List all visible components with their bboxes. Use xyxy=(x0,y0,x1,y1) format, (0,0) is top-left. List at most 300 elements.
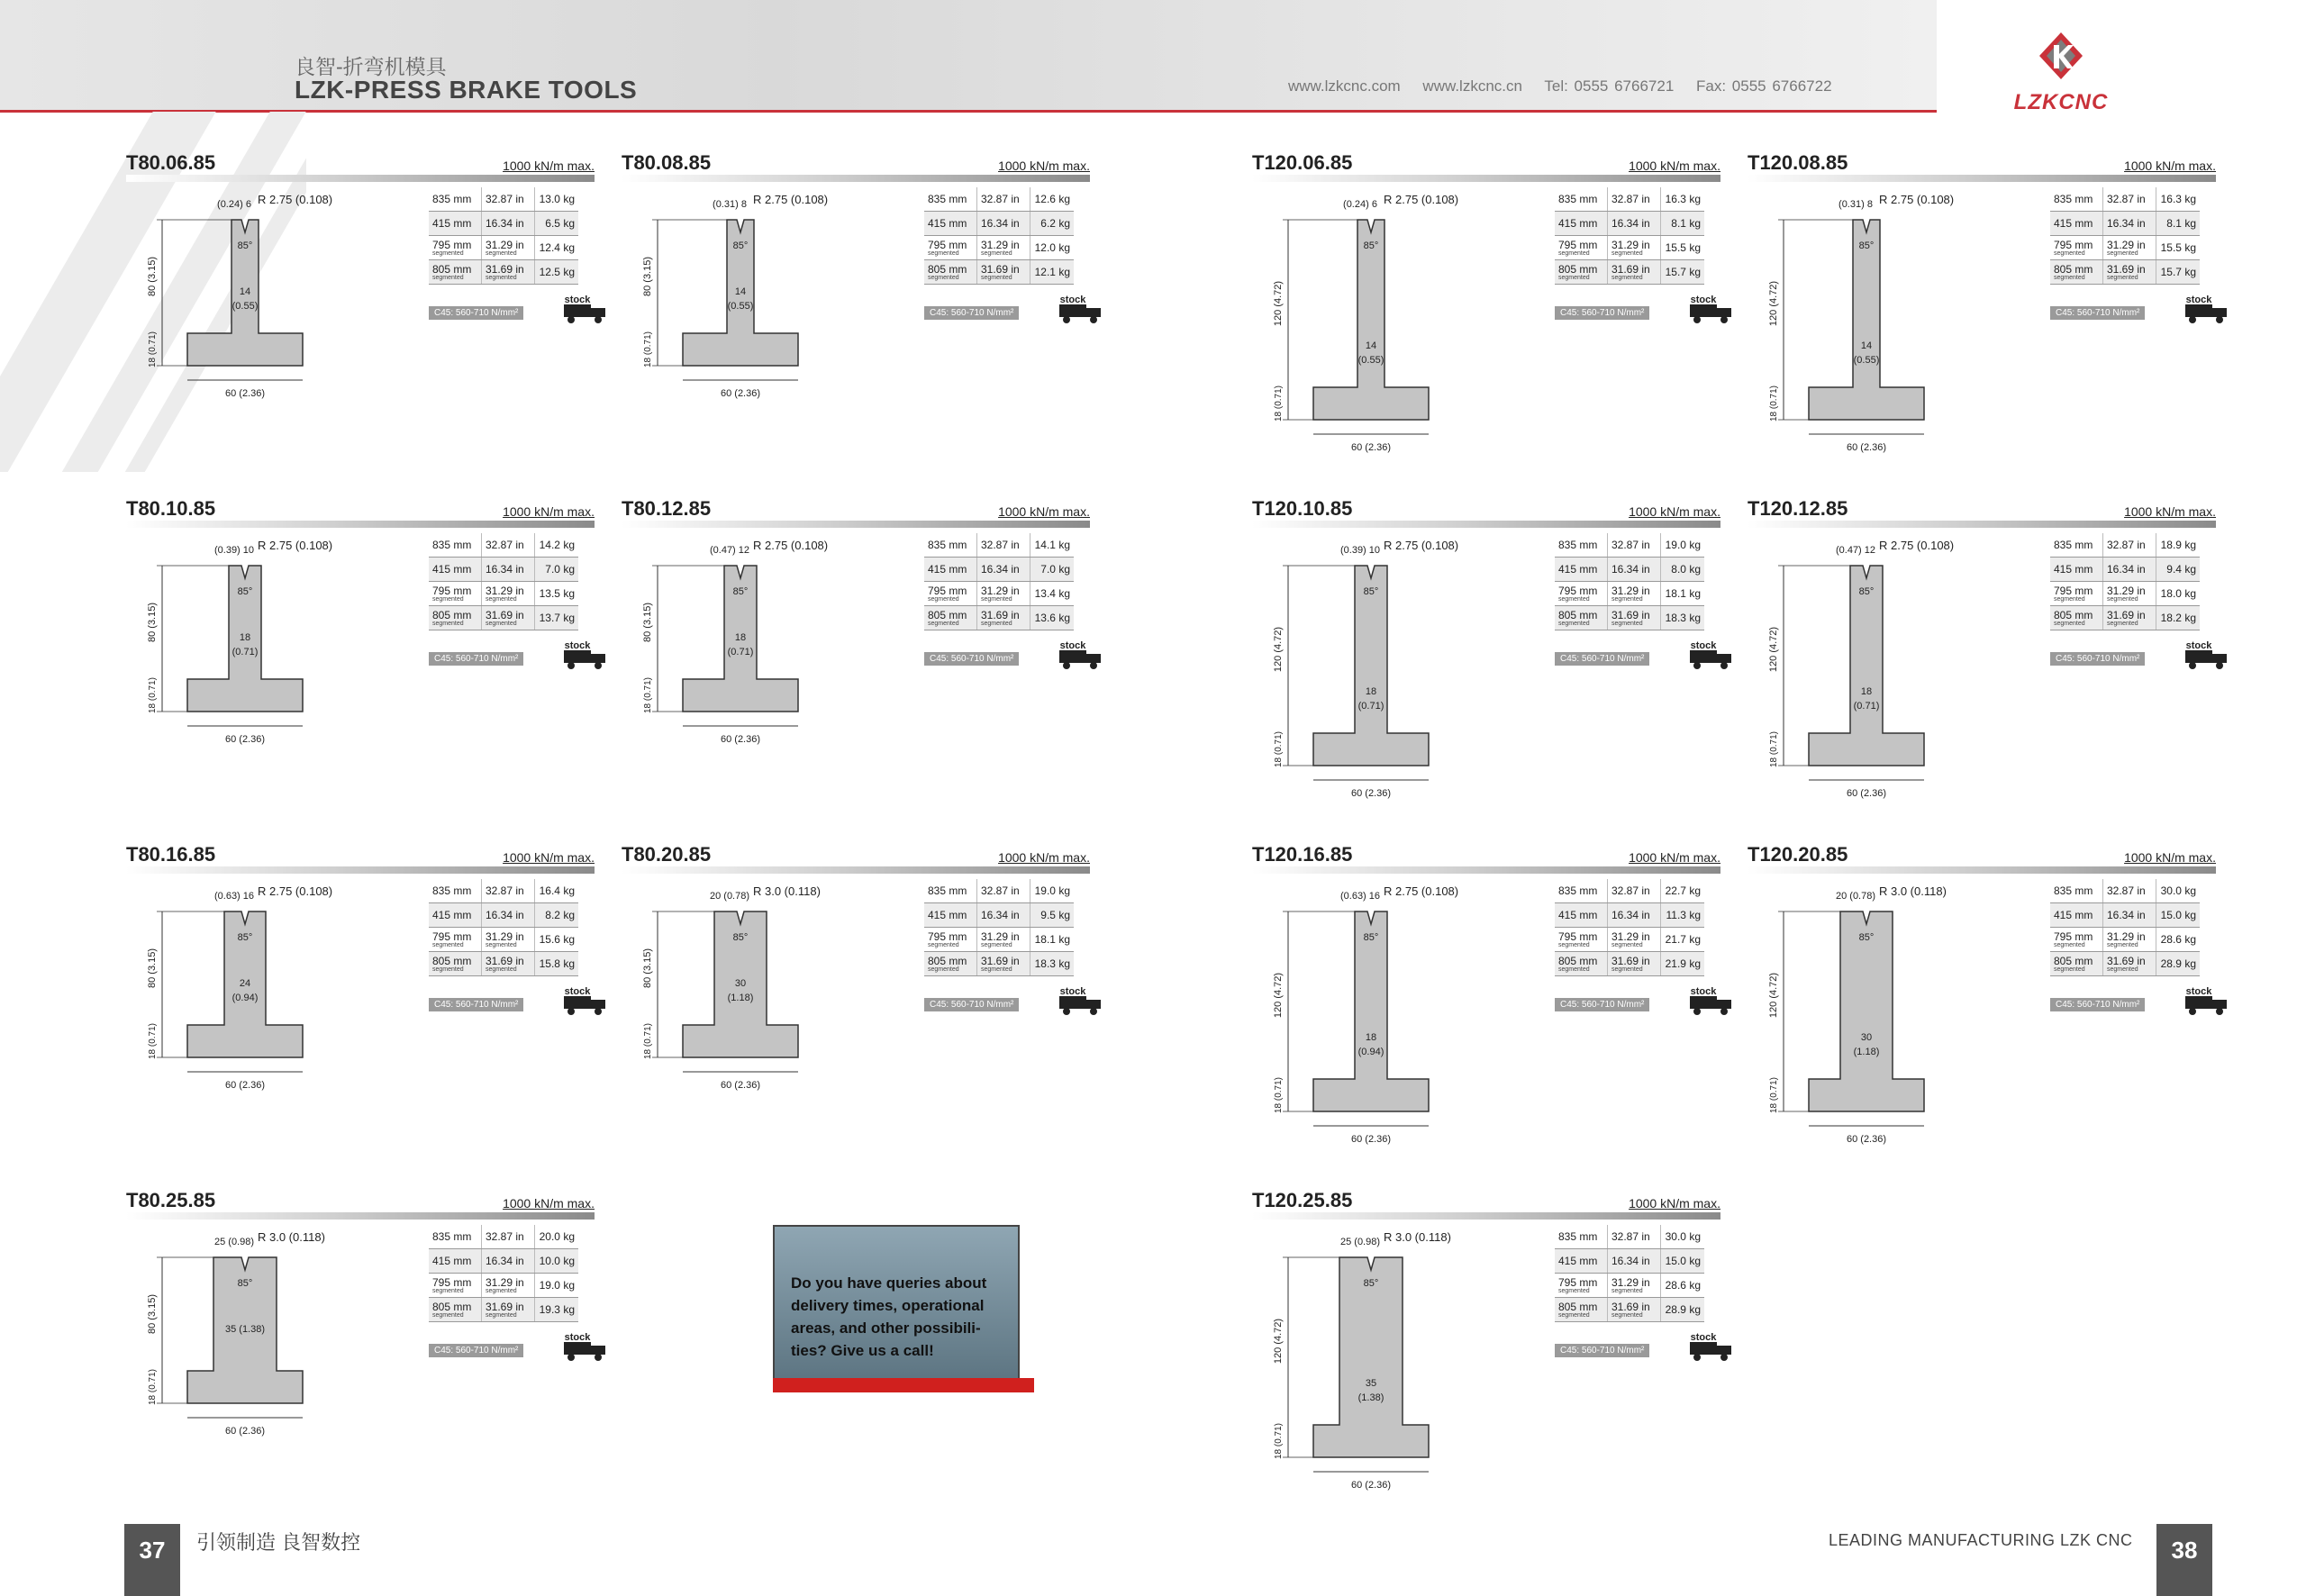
spec-table xyxy=(924,533,1074,630)
segmented-note: segmented xyxy=(1611,966,1643,973)
weight: 28.9 kg xyxy=(1661,1298,1705,1322)
length-mm: 835 mm xyxy=(924,879,977,903)
segmented-note: segmented xyxy=(486,966,517,973)
weight: 8.1 kg xyxy=(1661,212,1705,236)
tool-drawing xyxy=(126,1225,396,1441)
tool-title: T80.25.85 xyxy=(126,1189,216,1211)
stock-label: stock xyxy=(1690,640,1717,651)
weight: 13.6 kg xyxy=(1030,606,1075,630)
stock-label: stock xyxy=(2185,295,2212,305)
spec-row xyxy=(924,903,1074,928)
length-in: 31.29 in segmented xyxy=(977,236,1030,260)
weight: 12.5 kg xyxy=(535,260,579,285)
stock-truck-icon xyxy=(1688,292,1735,324)
segmented-note: segmented xyxy=(2054,620,2085,627)
length-mm: 415 mm xyxy=(2050,903,2103,928)
weight: 20.0 kg xyxy=(535,1225,579,1249)
segmented-note: segmented xyxy=(1558,941,1590,948)
web-width-in: (0.71) xyxy=(1357,701,1385,712)
tool-card xyxy=(1748,151,2216,458)
segmented-note: segmented xyxy=(432,249,464,257)
spec-row xyxy=(1555,903,1704,928)
length-in: 16.34 in xyxy=(1608,1249,1661,1274)
weight: 18.1 kg xyxy=(1661,582,1705,606)
opening-dim: (0.39) 10 xyxy=(213,545,255,556)
base-width-dim: 60 (2.36) xyxy=(224,388,266,399)
length-mm: 415 mm xyxy=(2050,212,2103,236)
spec-row xyxy=(429,952,578,976)
length-mm: 795 mm segmented xyxy=(429,928,482,952)
title-bar xyxy=(126,175,595,182)
height-dim: 80 (3.15) xyxy=(642,602,653,643)
segmented-note: segmented xyxy=(1611,274,1643,281)
radius-label: R 2.75 (0.108) xyxy=(1384,539,1459,552)
spec-row xyxy=(429,1298,578,1322)
title-bar xyxy=(126,866,595,874)
spec-row xyxy=(1555,606,1704,630)
web-width-in: (0.55) xyxy=(1853,355,1880,366)
length-mm: 795 mm segmented xyxy=(429,1274,482,1298)
length-mm: 795 mm segmented xyxy=(1555,236,1608,260)
base-width-dim: 60 (2.36) xyxy=(1350,442,1392,453)
tool-title: T120.10.85 xyxy=(1252,497,1353,520)
length-mm: 795 mm segmented xyxy=(1555,928,1608,952)
spec-row xyxy=(924,952,1074,976)
length-in: 31.29 in segmented xyxy=(2103,582,2156,606)
stock-label: stock xyxy=(1690,1332,1717,1343)
segmented-note: segmented xyxy=(1558,274,1590,281)
stock-label: stock xyxy=(2185,640,2212,651)
stock-truck-icon xyxy=(2183,984,2230,1016)
segmented-note: segmented xyxy=(928,941,959,948)
weight: 18.9 kg xyxy=(2156,533,2201,558)
length-mm: 415 mm xyxy=(1555,212,1608,236)
weight: 18.3 kg xyxy=(1661,606,1705,630)
weight: 18.0 kg xyxy=(2156,582,2201,606)
spec-table xyxy=(924,187,1074,285)
weight: 28.6 kg xyxy=(2156,928,2201,952)
tool-drawing xyxy=(1252,533,1522,803)
weight: 15.7 kg xyxy=(1661,260,1705,285)
segmented-note: segmented xyxy=(2054,941,2085,948)
weight: 9.4 kg xyxy=(2156,558,2201,582)
ad-text: Do you have queries about delivery times, operational areas, and other possibili-ties? Give us a call! xyxy=(791,1274,987,1359)
radius-label: R 2.75 (0.108) xyxy=(258,539,333,552)
tool-title: T80.20.85 xyxy=(622,843,712,866)
base-width-dim: 60 (2.36) xyxy=(1846,788,1887,799)
tool-card xyxy=(622,843,1090,1149)
spec-row xyxy=(2050,187,2200,212)
tool-title: T120.25.85 xyxy=(1252,1189,1353,1211)
web-width-in: (0.55) xyxy=(232,301,259,312)
stock-truck-icon xyxy=(1058,292,1104,324)
segmented-note: segmented xyxy=(1611,595,1643,603)
opening-dim: (0.24) 6 xyxy=(1343,199,1377,210)
material-label: C45: 560-710 N/mm² xyxy=(924,998,1019,1011)
height-dim: 80 (3.15) xyxy=(642,948,653,989)
weight: 21.7 kg xyxy=(1661,928,1705,952)
angle-label: 85° xyxy=(732,932,749,943)
length-in: 16.34 in xyxy=(1608,903,1661,928)
angle-label: 85° xyxy=(1363,240,1379,251)
length-mm: 805 mm segmented xyxy=(924,606,977,630)
length-mm: 835 mm xyxy=(924,533,977,558)
tool-drawing xyxy=(1748,879,2018,1149)
spec-row xyxy=(1555,558,1704,582)
weight: 16.3 kg xyxy=(1661,187,1705,212)
length-in: 31.69 in segmented xyxy=(977,260,1030,285)
weight: 12.0 kg xyxy=(1030,236,1075,260)
spec-row xyxy=(924,582,1074,606)
spec-row xyxy=(2050,533,2200,558)
weight: 15.0 kg xyxy=(2156,903,2201,928)
weight: 19.0 kg xyxy=(535,1274,579,1298)
length-in: 31.29 in segmented xyxy=(2103,928,2156,952)
base-width-dim: 60 (2.36) xyxy=(720,734,761,745)
length-mm: 795 mm segmented xyxy=(2050,236,2103,260)
spec-table xyxy=(924,879,1074,976)
length-in: 31.69 in segmented xyxy=(482,260,535,285)
spec-row xyxy=(1555,582,1704,606)
segmented-note: segmented xyxy=(2054,274,2085,281)
segmented-note: segmented xyxy=(1611,249,1643,257)
tool-title: T120.06.85 xyxy=(1252,151,1353,174)
segmented-note: segmented xyxy=(486,274,517,281)
height-dim: 120 (4.72) xyxy=(1273,280,1284,327)
weight: 13.5 kg xyxy=(535,582,579,606)
height-dim: 80 (3.15) xyxy=(147,1293,158,1335)
segmented-note: segmented xyxy=(432,274,464,281)
spec-row xyxy=(429,260,578,285)
segmented-note: segmented xyxy=(432,1287,464,1294)
tool-drawing xyxy=(622,187,892,404)
length-in: 31.69 in segmented xyxy=(1608,952,1661,976)
spec-row xyxy=(429,187,578,212)
length-in: 31.69 in segmented xyxy=(482,606,535,630)
segmented-note: segmented xyxy=(1611,1311,1643,1319)
segmented-note: segmented xyxy=(432,941,464,948)
weight: 16.4 kg xyxy=(535,879,579,903)
title-bar xyxy=(622,866,1090,874)
segmented-note: segmented xyxy=(928,620,959,627)
spec-row xyxy=(1555,236,1704,260)
spec-table xyxy=(1555,1225,1704,1322)
spec-row xyxy=(1555,1249,1704,1274)
spec-row xyxy=(429,903,578,928)
web-width: 14 xyxy=(734,286,747,297)
spec-row xyxy=(1555,533,1704,558)
segmented-note: segmented xyxy=(2054,966,2085,973)
length-in: 32.87 in xyxy=(482,533,535,558)
segmented-note: segmented xyxy=(1558,966,1590,973)
title-bar xyxy=(1748,521,2216,528)
load-rating: 1000 kN/m max. xyxy=(2124,850,2216,865)
material-label: C45: 560-710 N/mm² xyxy=(1555,306,1649,320)
spec-row xyxy=(2050,879,2200,903)
height-dim: 120 (4.72) xyxy=(1273,1318,1284,1365)
length-mm: 805 mm segmented xyxy=(1555,1298,1608,1322)
weight: 15.5 kg xyxy=(1661,236,1705,260)
spec-row xyxy=(924,236,1074,260)
footer-slogan-cn: 引领制造 良智数控 xyxy=(196,1531,361,1554)
stock-truck-icon xyxy=(562,1329,609,1362)
tool-title: T120.12.85 xyxy=(1748,497,1848,520)
foot-dim: 18 (0.71) xyxy=(148,331,158,368)
spec-row xyxy=(429,582,578,606)
stock-label: stock xyxy=(1059,986,1086,997)
material-label: C45: 560-710 N/mm² xyxy=(2050,306,2145,320)
spec-row xyxy=(2050,952,2200,976)
weight: 13.4 kg xyxy=(1030,582,1075,606)
length-mm: 795 mm segmented xyxy=(924,236,977,260)
length-in: 31.29 in segmented xyxy=(482,928,535,952)
segmented-note: segmented xyxy=(2107,966,2138,973)
radius-label: R 2.75 (0.108) xyxy=(1384,884,1459,898)
ad-red-base xyxy=(773,1378,1034,1392)
length-mm: 835 mm xyxy=(1555,1225,1608,1249)
stock-truck-icon xyxy=(562,984,609,1016)
angle-label: 85° xyxy=(1858,240,1875,251)
length-mm: 795 mm segmented xyxy=(2050,928,2103,952)
foot-dim: 18 (0.71) xyxy=(1769,730,1779,768)
spec-row xyxy=(924,533,1074,558)
brand-logo xyxy=(2007,32,2115,122)
length-mm: 835 mm xyxy=(429,1225,482,1249)
spec-table xyxy=(429,187,578,285)
weight: 28.6 kg xyxy=(1661,1274,1705,1298)
length-in: 16.34 in xyxy=(1608,558,1661,582)
length-mm: 415 mm xyxy=(429,903,482,928)
web-width-in: (0.55) xyxy=(727,301,754,312)
weight: 8.0 kg xyxy=(1661,558,1705,582)
spec-table xyxy=(429,533,578,630)
website-link-cn[interactable]: www.lzkcnc.cn xyxy=(1422,77,1522,95)
weight: 19.3 kg xyxy=(535,1298,579,1322)
segmented-note: segmented xyxy=(432,966,464,973)
segmented-note: segmented xyxy=(928,274,959,281)
weight: 18.3 kg xyxy=(1030,952,1075,976)
web-width: 18 xyxy=(1365,686,1377,697)
foot-dim: 18 (0.71) xyxy=(148,1022,158,1060)
web-width-in: (0.71) xyxy=(727,647,754,657)
length-in: 31.29 in segmented xyxy=(1608,1274,1661,1298)
angle-label: 85° xyxy=(237,240,253,251)
spec-row xyxy=(2050,903,2200,928)
segmented-note: segmented xyxy=(2107,249,2138,257)
length-in: 32.87 in xyxy=(977,187,1030,212)
tool-title: T120.16.85 xyxy=(1252,843,1353,866)
weight: 9.5 kg xyxy=(1030,903,1075,928)
spec-row xyxy=(924,212,1074,236)
title-bar xyxy=(1252,175,1720,182)
header-title-cn: 良智-折弯机模具 xyxy=(295,55,447,78)
contact-ad[interactable] xyxy=(766,1225,1036,1396)
segmented-note: segmented xyxy=(1611,1287,1643,1294)
length-mm: 835 mm xyxy=(429,187,482,212)
spec-row xyxy=(2050,558,2200,582)
segmented-note: segmented xyxy=(981,595,1012,603)
spec-row xyxy=(429,879,578,903)
website-link-com[interactable]: www.lzkcnc.com xyxy=(1288,77,1401,95)
opening-dim: (0.63) 16 xyxy=(213,891,255,902)
length-mm: 835 mm xyxy=(2050,879,2103,903)
weight: 8.2 kg xyxy=(535,903,579,928)
angle-label: 85° xyxy=(1363,932,1379,943)
segmented-note: segmented xyxy=(432,1311,464,1319)
stock-label: stock xyxy=(1059,640,1086,651)
web-width: 30 xyxy=(734,978,747,989)
weight: 14.2 kg xyxy=(535,533,579,558)
length-mm: 795 mm segmented xyxy=(1555,1274,1608,1298)
height-dim: 80 (3.15) xyxy=(147,602,158,643)
length-in: 31.69 in segmented xyxy=(482,952,535,976)
segmented-note: segmented xyxy=(2054,249,2085,257)
length-in: 32.87 in xyxy=(1608,187,1661,212)
angle-label: 85° xyxy=(237,1278,253,1289)
length-mm: 415 mm xyxy=(429,212,482,236)
base-width-dim: 60 (2.36) xyxy=(720,1080,761,1091)
length-mm: 415 mm xyxy=(429,558,482,582)
length-mm: 805 mm segmented xyxy=(429,260,482,285)
web-width-in: (0.94) xyxy=(1357,1047,1385,1057)
stock-label: stock xyxy=(564,640,591,651)
length-in: 16.34 in xyxy=(482,1249,535,1274)
stock-label: stock xyxy=(1690,295,1717,305)
tool-drawing xyxy=(1252,879,1522,1149)
height-dim: 120 (4.72) xyxy=(1273,972,1284,1019)
spec-row xyxy=(2050,212,2200,236)
spec-row xyxy=(924,558,1074,582)
length-mm: 415 mm xyxy=(924,212,977,236)
segmented-note: segmented xyxy=(981,941,1012,948)
spec-row xyxy=(924,928,1074,952)
title-bar xyxy=(622,521,1090,528)
segmented-note: segmented xyxy=(981,966,1012,973)
length-mm: 835 mm xyxy=(429,879,482,903)
spec-row xyxy=(1555,928,1704,952)
load-rating: 1000 kN/m max. xyxy=(998,159,1090,173)
load-rating: 1000 kN/m max. xyxy=(998,850,1090,865)
foot-dim: 18 (0.71) xyxy=(148,676,158,714)
radius-label: R 2.75 (0.108) xyxy=(753,539,829,552)
length-in: 31.69 in segmented xyxy=(977,606,1030,630)
segmented-note: segmented xyxy=(2107,620,2138,627)
spec-table xyxy=(1555,187,1704,285)
length-mm: 805 mm segmented xyxy=(2050,952,2103,976)
weight: 6.2 kg xyxy=(1030,212,1075,236)
material-label: C45: 560-710 N/mm² xyxy=(924,652,1019,666)
load-rating: 1000 kN/m max. xyxy=(998,504,1090,519)
angle-label: 85° xyxy=(1363,1278,1379,1289)
opening-dim: 25 (0.98) xyxy=(1339,1237,1381,1247)
foot-dim: 18 (0.71) xyxy=(148,1368,158,1406)
spec-table xyxy=(1555,533,1704,630)
length-in: 31.69 in segmented xyxy=(1608,606,1661,630)
web-width: 14 xyxy=(239,286,251,297)
load-rating: 1000 kN/m max. xyxy=(503,159,595,173)
weight: 15.0 kg xyxy=(1661,1249,1705,1274)
spec-row xyxy=(1555,952,1704,976)
opening-dim: (0.63) 16 xyxy=(1339,891,1381,902)
weight: 6.5 kg xyxy=(535,212,579,236)
weight: 12.4 kg xyxy=(535,236,579,260)
length-mm: 795 mm segmented xyxy=(2050,582,2103,606)
header-contact xyxy=(1288,77,1848,95)
angle-label: 85° xyxy=(732,586,749,597)
length-in: 16.34 in xyxy=(2103,903,2156,928)
segmented-note: segmented xyxy=(981,249,1012,257)
length-mm: 415 mm xyxy=(1555,903,1608,928)
web-width-in: (0.55) xyxy=(1357,355,1385,366)
radius-label: R 2.75 (0.108) xyxy=(753,193,829,206)
length-mm: 835 mm xyxy=(2050,187,2103,212)
height-dim: 120 (4.72) xyxy=(1768,972,1779,1019)
base-width-dim: 60 (2.36) xyxy=(224,1080,266,1091)
spec-table xyxy=(429,1225,578,1322)
radius-label: R 2.75 (0.108) xyxy=(1879,193,1955,206)
stock-label: stock xyxy=(564,295,591,305)
load-rating: 1000 kN/m max. xyxy=(2124,159,2216,173)
segmented-note: segmented xyxy=(432,620,464,627)
length-in: 31.69 in segmented xyxy=(2103,260,2156,285)
base-width-dim: 60 (2.36) xyxy=(1846,1134,1887,1145)
length-in: 31.29 in segmented xyxy=(482,582,535,606)
material-label: C45: 560-710 N/mm² xyxy=(2050,998,2145,1011)
weight: 15.7 kg xyxy=(2156,260,2201,285)
web-width: 14 xyxy=(1365,340,1377,351)
length-in: 32.87 in xyxy=(482,1225,535,1249)
stock-label: stock xyxy=(564,1332,591,1343)
stock-truck-icon xyxy=(2183,638,2230,670)
length-in: 32.87 in xyxy=(482,879,535,903)
length-mm: 805 mm segmented xyxy=(924,260,977,285)
spec-row xyxy=(1555,1274,1704,1298)
spec-table xyxy=(429,879,578,976)
spec-row xyxy=(429,1225,578,1249)
material-label: C45: 560-710 N/mm² xyxy=(1555,998,1649,1011)
weight: 30.0 kg xyxy=(2156,879,2201,903)
title-bar xyxy=(126,1212,595,1220)
load-rating: 1000 kN/m max. xyxy=(503,850,595,865)
length-in: 16.34 in xyxy=(1608,212,1661,236)
base-width-dim: 60 (2.36) xyxy=(1350,1134,1392,1145)
radius-label: R 2.75 (0.108) xyxy=(1384,193,1459,206)
stock-truck-icon xyxy=(562,638,609,670)
weight: 30.0 kg xyxy=(1661,1225,1705,1249)
length-mm: 795 mm segmented xyxy=(924,928,977,952)
stock-label: stock xyxy=(1690,986,1717,997)
tool-title: T80.16.85 xyxy=(126,843,216,866)
segmented-note: segmented xyxy=(486,1287,517,1294)
tool-drawing xyxy=(126,187,396,404)
length-mm: 805 mm segmented xyxy=(429,1298,482,1322)
segmented-note: segmented xyxy=(928,249,959,257)
weight: 15.5 kg xyxy=(2156,236,2201,260)
tool-title: T80.12.85 xyxy=(622,497,712,520)
length-in: 32.87 in xyxy=(1608,879,1661,903)
stock-truck-icon xyxy=(1058,638,1104,670)
height-dim: 120 (4.72) xyxy=(1768,626,1779,673)
tool-card xyxy=(126,843,595,1149)
foot-dim: 18 (0.71) xyxy=(1274,1076,1284,1114)
spec-row xyxy=(924,260,1074,285)
length-in: 16.34 in xyxy=(482,558,535,582)
weight: 28.9 kg xyxy=(2156,952,2201,976)
height-dim: 120 (4.72) xyxy=(1273,626,1284,673)
material-label: C45: 560-710 N/mm² xyxy=(429,306,523,320)
segmented-note: segmented xyxy=(486,595,517,603)
spec-row xyxy=(1555,1225,1704,1249)
